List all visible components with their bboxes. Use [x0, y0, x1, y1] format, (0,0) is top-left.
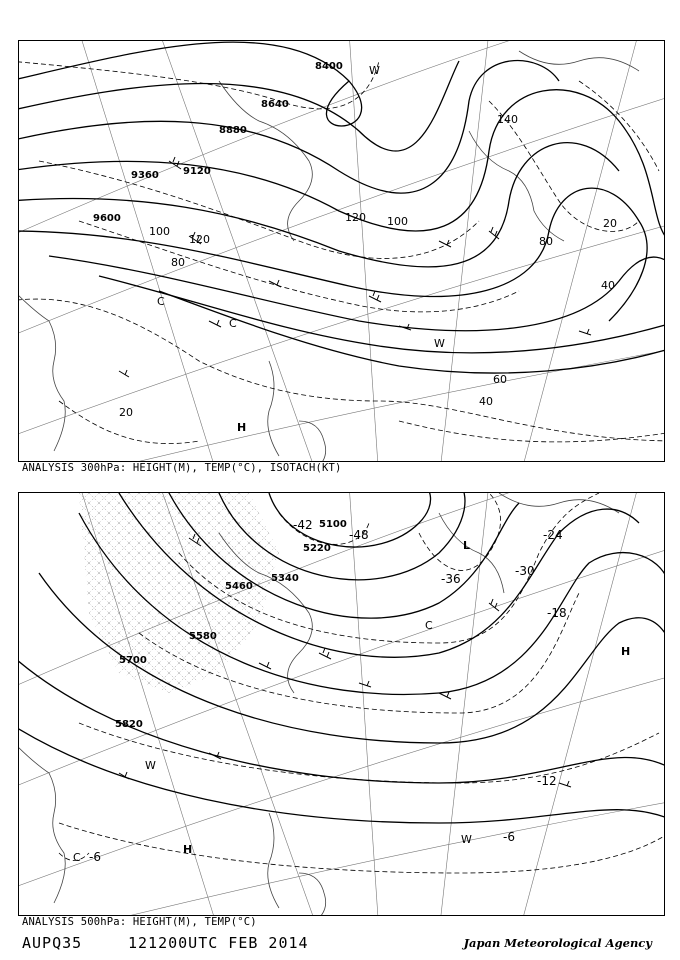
height-label: 5340	[271, 573, 299, 584]
cold-center-label: C	[425, 619, 433, 632]
high-pressure-label: H	[237, 421, 247, 434]
isotach-label: 120	[189, 233, 210, 246]
wind-barbs	[119, 157, 591, 377]
height-label: 9360	[131, 170, 159, 181]
analysis-500hpa-map	[18, 492, 665, 916]
cold-center-label: C	[229, 317, 237, 330]
low-pressure-label: L	[463, 539, 471, 552]
analysis-300hpa-map	[18, 40, 665, 462]
warm-center-label: W	[369, 64, 380, 77]
temperature-label: -48	[349, 528, 369, 542]
temperature-label: -24	[543, 528, 563, 542]
height-label: 9120	[183, 166, 211, 177]
height-label: 5580	[189, 631, 217, 642]
isotach-label: 100	[149, 225, 170, 238]
warm-center-label: W	[145, 759, 156, 772]
agency-name: Japan Meteorological Agency	[463, 936, 652, 950]
caption-300hpa: ANALYSIS 300hPa: HEIGHT(M), TEMP(°C), ISOTACH(KT)	[22, 462, 342, 474]
isotach-label: 40	[479, 395, 493, 408]
temperature-label: -42	[293, 518, 313, 532]
isotach-label: 80	[539, 235, 553, 248]
chart-footer	[22, 934, 658, 954]
isotach-labels	[119, 113, 617, 419]
height-label: 8880	[219, 125, 247, 136]
height-label: 5820	[115, 719, 143, 730]
temperature-label: -6	[503, 830, 515, 844]
map-300hpa-svg	[19, 41, 664, 461]
coastline	[19, 51, 639, 461]
height-label: 8640	[261, 99, 289, 110]
height-contours	[19, 42, 664, 373]
isotach-label: 120	[345, 211, 366, 224]
warm-center-label: W	[461, 833, 472, 846]
valid-time: 121200UTC FEB 2014	[128, 934, 309, 952]
height-label: 5460	[225, 581, 253, 592]
warm-center-label: W	[434, 337, 445, 350]
isotach-label: 20	[603, 217, 617, 230]
isotach-label: 60	[493, 373, 507, 386]
height-label: 9600	[93, 213, 121, 224]
high-pressure-label: H	[621, 645, 631, 658]
high-pressure-label: H	[183, 843, 193, 856]
isotach-label: 100	[387, 215, 408, 228]
chart-id: AUPQ35	[22, 934, 83, 952]
temperature-label: -30	[515, 564, 535, 578]
height-label: 5700	[119, 655, 147, 666]
cold-center-label: C	[73, 851, 81, 864]
isotach-label: 40	[601, 279, 615, 292]
graticule	[19, 41, 664, 461]
height-label: 5220	[303, 543, 331, 554]
map-500hpa-svg	[19, 493, 664, 915]
pressure-centers	[157, 64, 445, 434]
temperature-label: -18	[547, 606, 567, 620]
temperature-label: -12	[537, 774, 557, 788]
isotach-label: 80	[171, 256, 185, 269]
caption-500hpa: ANALYSIS 500hPa: HEIGHT(M), TEMP(°C)	[22, 916, 257, 928]
temperature-label: -36	[441, 572, 461, 586]
height-labels	[93, 61, 343, 224]
temperature-label: -6	[89, 850, 101, 864]
isotach-label: 20	[119, 406, 133, 419]
cold-center-label: C	[157, 295, 165, 308]
height-label: 5100	[319, 519, 347, 530]
height-label: 8400	[315, 61, 343, 72]
isotach-label: 140	[497, 113, 518, 126]
moist-area	[79, 493, 279, 693]
